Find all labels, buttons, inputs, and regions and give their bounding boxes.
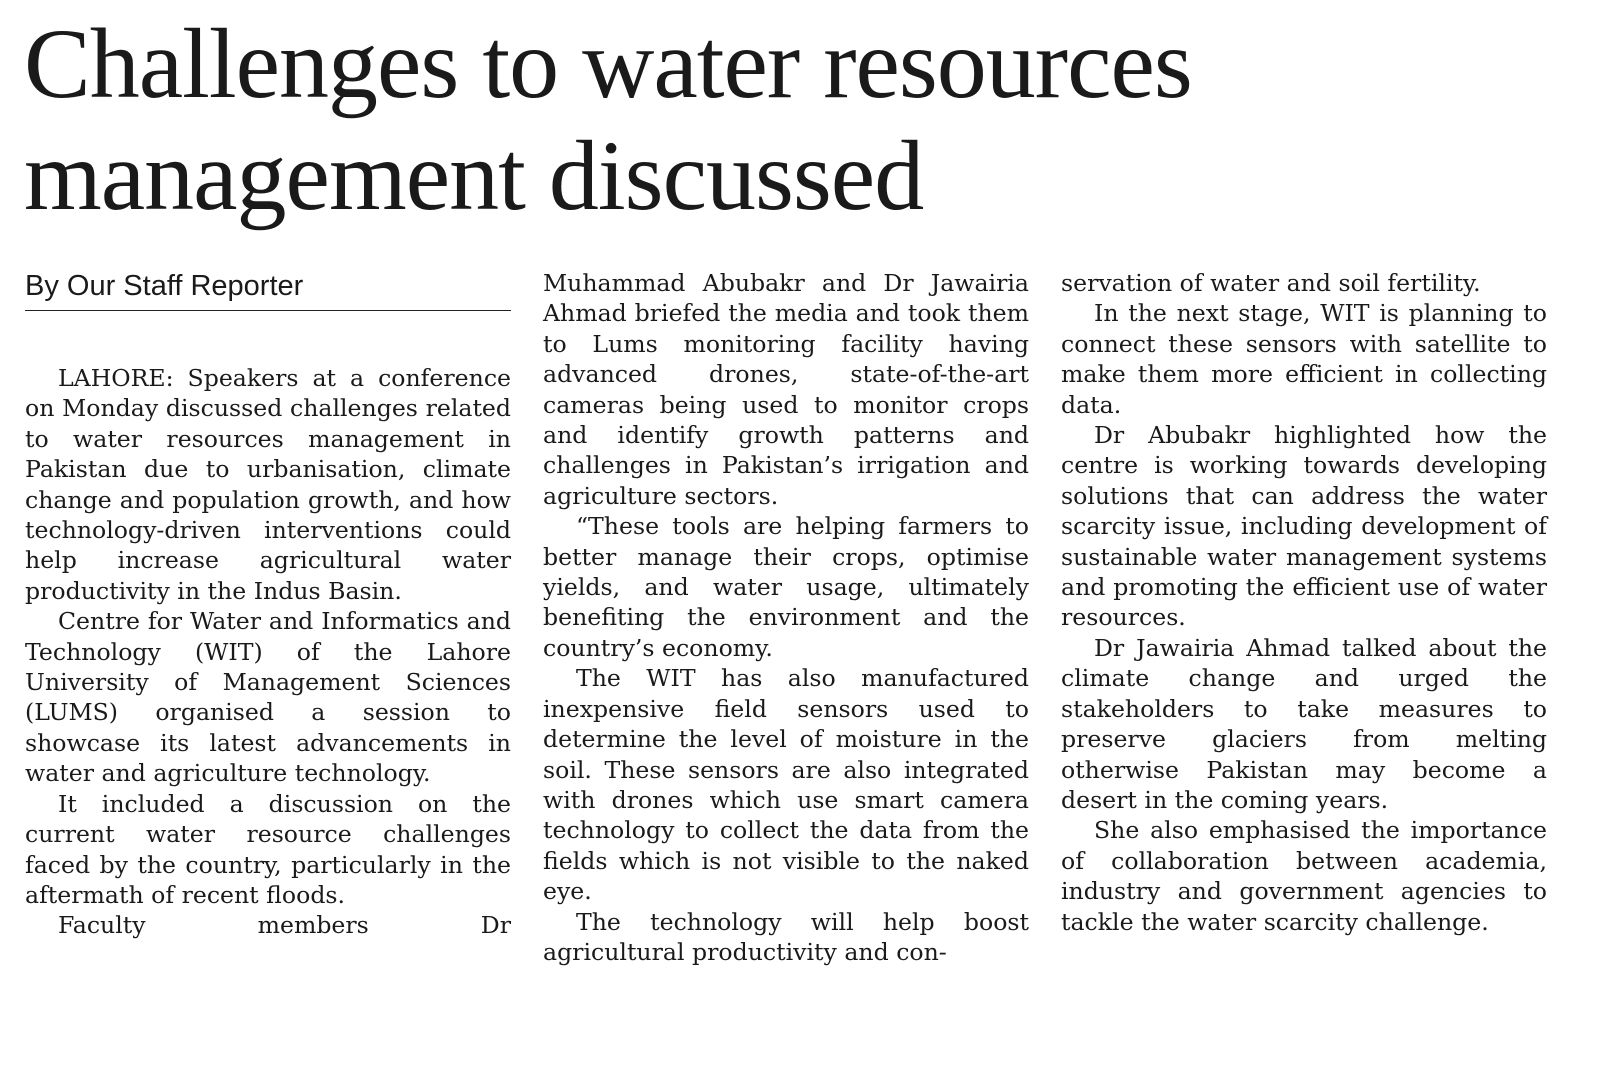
- paragraph: servation of water and soil fertility.: [1061, 269, 1481, 297]
- paragraph: In the next stage, WIT is planning to connect these sensors with satellite to make them more efficient in collecting data.: [1061, 299, 1547, 419]
- paragraph: She also emphasised the importance of collaboration between academia, industry and government agencies to tackle the water scarcity challenge.: [1061, 816, 1547, 936]
- paragraph: It included a discussion on the current water resource challenges faced by the country, particularly in the aftermath of recent floods.: [25, 789, 511, 909]
- paragraph: The WIT has also manufactured inexpensive field sensors used to determine the level of moisture in the soil. These sensors are also integrated with drones which use smart camera technology to collect the data from the fields which is not visible to the naked eye.: [543, 664, 1029, 906]
- paragraph: LAHORE: Speakers at a conference on Monday discussed challenges related to water resources management in Pakistan due to urbanisation, climate change and population growth, and how technology-driven interventions could help increase agricultural water productivity in the Indus Basin.: [25, 364, 511, 605]
- column-1: [25, 268, 511, 941]
- byline: By Our Staff Reporter: [25, 268, 511, 311]
- paragraph: Centre for Water and Informatics and Technology (WIT) of the Lahore University of Management Sciences (LUMS) organised a session to showcase its latest advancements in water and agriculture technology.: [25, 607, 511, 788]
- column-2: [543, 268, 1029, 967]
- paragraph: Dr Abubakr highlighted how the centre is working towards developing solutions that can address the water scarcity issue, including development of sustainable water management systems and promoting the efficient use of water resources.: [1061, 421, 1547, 632]
- headline: Challenges to water resources management discussed: [24, 8, 1192, 231]
- paragraph: “These tools are helping farmers to better manage their crops, optimise yields, and water usage, ultimately benefiting the environment and the country’s economy.: [543, 512, 1029, 662]
- paragraph: Muhammad Abubakr and Dr Jawairia Ahmad briefed the media and took them to Lums monitoring facility having advanced drones, state-of-the-art cameras being used to monitor crops and identify growth patterns and challenges in Pakistan’s irrigation and agriculture sectors.: [543, 269, 1029, 510]
- column-3: [1061, 268, 1547, 937]
- paragraph: Dr Jawairia Ahmad talked about the climate change and urged the stakeholders to take measures to preserve glaciers from melting otherwise Pakistan may become a desert in the coming years.: [1061, 633, 1547, 814]
- paragraph: The technology will help boost agricultural productivity and con-: [543, 907, 1029, 966]
- paragraph: Faculty members Dr: [58, 911, 511, 940]
